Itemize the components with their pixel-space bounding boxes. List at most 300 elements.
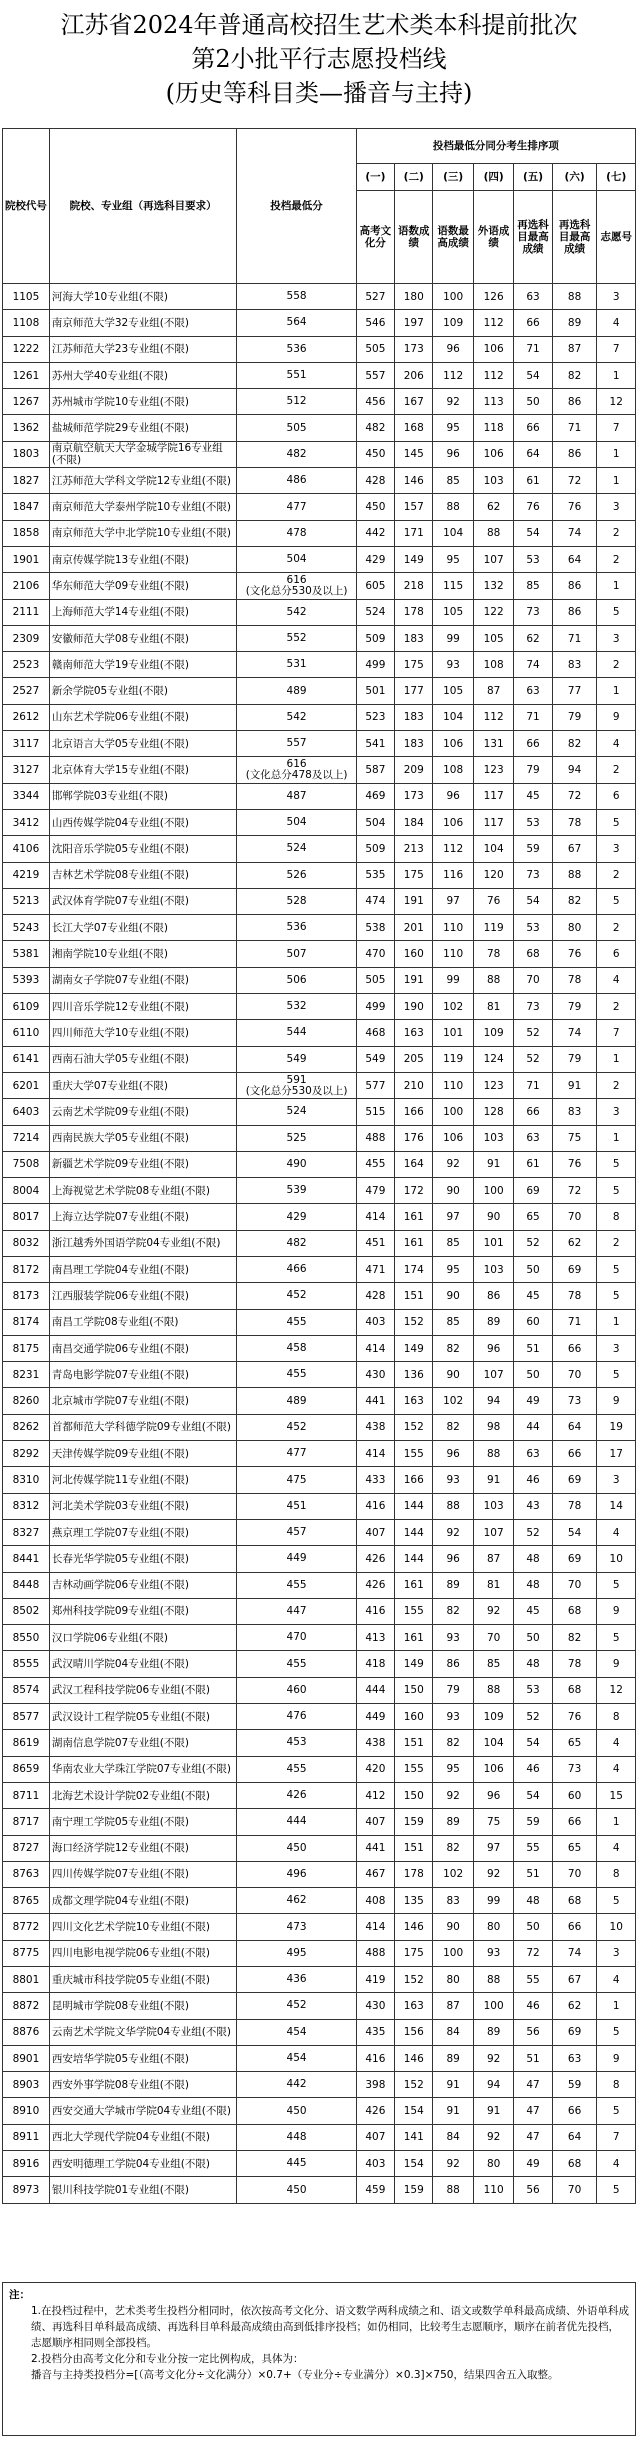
- rank-value: 86: [552, 441, 597, 467]
- rank-value: 100: [433, 1099, 473, 1125]
- rank-value: 435: [356, 2019, 394, 2045]
- rank-value: 46: [514, 1467, 552, 1493]
- min-score: 482: [237, 1230, 356, 1256]
- rank-value: 149: [395, 1651, 433, 1677]
- rank-value: 152: [395, 1967, 433, 1993]
- min-score: 507: [237, 941, 356, 967]
- rank-value: 7: [597, 415, 636, 441]
- table-row: [3, 1993, 636, 2019]
- school-group: 华南农业大学珠江学院07专业组(不限): [49, 1756, 237, 1782]
- rank-value: 12: [597, 1677, 636, 1703]
- school-group: 武汉设计工程学院05专业组(不限): [49, 1704, 237, 1730]
- rank-value: 107: [473, 546, 513, 572]
- min-score: 458: [237, 1335, 356, 1361]
- table-row: [3, 1677, 636, 1703]
- table-row: [3, 415, 636, 441]
- school-group: 南宁理工学院05专业组(不限): [49, 1809, 237, 1835]
- school-group: 四川师范大学10专业组(不限): [49, 1020, 237, 1046]
- rank-value: 59: [514, 1809, 552, 1835]
- rank-value: 160: [395, 1704, 433, 1730]
- rank-value: 64: [552, 2124, 597, 2150]
- min-score: 504: [237, 809, 356, 835]
- rank-value: 459: [356, 2177, 394, 2203]
- rank-value: 98: [473, 1414, 513, 1440]
- min-score: 450: [237, 2098, 356, 2124]
- table-row: [3, 441, 636, 467]
- min-score: 512: [237, 389, 356, 415]
- rank-value: 76: [473, 888, 513, 914]
- header-min-score: 投档最低分: [237, 129, 356, 284]
- rank-value: 53: [514, 1677, 552, 1703]
- rank-value: 46: [514, 1756, 552, 1782]
- rank-value: 112: [473, 704, 513, 730]
- school-code: 3117: [3, 731, 50, 757]
- min-score: 450: [237, 1835, 356, 1861]
- rank-value: 108: [433, 757, 473, 783]
- school-group: 江苏师范大学科文学院12专业组(不限): [49, 468, 237, 494]
- rank-value: 197: [395, 310, 433, 336]
- rank-value: 110: [433, 941, 473, 967]
- school-group: 上海视觉艺术学院08专业组(不限): [49, 1178, 237, 1204]
- rank-value: 19: [597, 1414, 636, 1440]
- rank-value: 82: [552, 1625, 597, 1651]
- header-seq: (四): [473, 164, 513, 191]
- rank-value: 96: [473, 1335, 513, 1361]
- rank-value: 82: [433, 1335, 473, 1361]
- rank-value: 50: [514, 1914, 552, 1940]
- min-score: 558: [237, 284, 356, 310]
- school-code: 3344: [3, 783, 50, 809]
- rank-value: 122: [473, 599, 513, 625]
- rank-value: 168: [395, 415, 433, 441]
- rank-value: 428: [356, 468, 394, 494]
- rank-value: 91: [473, 2098, 513, 2124]
- rank-value: 103: [473, 468, 513, 494]
- rank-value: 3: [597, 1467, 636, 1493]
- rank-value: 59: [552, 2072, 597, 2098]
- min-score: 482: [237, 441, 356, 467]
- rank-value: 89: [433, 1809, 473, 1835]
- rank-value: 108: [473, 652, 513, 678]
- rank-value: 54: [552, 1519, 597, 1545]
- school-code: 8172: [3, 1256, 50, 1282]
- rank-value: 152: [395, 2072, 433, 2098]
- rank-value: 79: [552, 704, 597, 730]
- rank-value: 76: [552, 941, 597, 967]
- school-group: 南京师范大学泰州学院10专业组(不限): [49, 494, 237, 520]
- min-score: 496: [237, 1861, 356, 1887]
- rank-value: 88: [473, 1677, 513, 1703]
- rank-value: 605: [356, 573, 394, 599]
- school-group: 长春光华学院05专业组(不限): [49, 1546, 237, 1572]
- rank-value: 5: [597, 888, 636, 914]
- rank-value: 2: [597, 520, 636, 546]
- rank-value: 45: [514, 1283, 552, 1309]
- school-group: 湖南女子学院07专业组(不限): [49, 967, 237, 993]
- rank-value: 86: [552, 573, 597, 599]
- table-row: [3, 2177, 636, 2203]
- table-row: [3, 1388, 636, 1414]
- table-row: [3, 836, 636, 862]
- rank-value: 557: [356, 362, 394, 388]
- school-group: 上海师范大学14专业组(不限): [49, 599, 237, 625]
- rank-value: 83: [552, 1099, 597, 1125]
- rank-value: 587: [356, 757, 394, 783]
- rank-value: 175: [395, 1940, 433, 1966]
- rank-value: 66: [552, 1441, 597, 1467]
- rank-value: 79: [552, 994, 597, 1020]
- rank-value: 6: [597, 783, 636, 809]
- rank-value: 50: [514, 1625, 552, 1651]
- rank-value: 1: [597, 1993, 636, 2019]
- rank-value: 70: [552, 2177, 597, 2203]
- rank-value: 100: [433, 1940, 473, 1966]
- rank-value: 209: [395, 757, 433, 783]
- header-rank-group: 投档最低分同分考生排序项: [356, 129, 635, 164]
- rank-value: 4: [597, 1756, 636, 1782]
- rank-value: 441: [356, 1388, 394, 1414]
- rank-value: 166: [395, 1467, 433, 1493]
- rank-value: 71: [552, 1309, 597, 1335]
- rank-value: 90: [433, 1914, 473, 1940]
- rank-value: 469: [356, 783, 394, 809]
- rank-value: 105: [433, 599, 473, 625]
- rank-value: 66: [514, 1099, 552, 1125]
- table-row: [3, 1283, 636, 1309]
- rank-value: 3: [597, 1940, 636, 1966]
- rank-value: 206: [395, 362, 433, 388]
- school-code: 3412: [3, 809, 50, 835]
- rank-value: 451: [356, 1230, 394, 1256]
- rank-value: 146: [395, 468, 433, 494]
- rank-value: 1: [597, 1046, 636, 1072]
- rank-value: 94: [552, 757, 597, 783]
- min-score: 504: [237, 546, 356, 572]
- school-code: 8801: [3, 1967, 50, 1993]
- rank-value: 48: [514, 1651, 552, 1677]
- rank-value: 468: [356, 1020, 394, 1046]
- rank-value: 117: [473, 809, 513, 835]
- rank-value: 104: [473, 836, 513, 862]
- rank-value: 155: [395, 1756, 433, 1782]
- rank-value: 80: [473, 2151, 513, 2177]
- school-group: 南昌工学院08专业组(不限): [49, 1309, 237, 1335]
- rank-value: 128: [473, 1099, 513, 1125]
- rank-value: 66: [552, 1809, 597, 1835]
- table-row: [3, 2045, 636, 2071]
- school-group: 上海立达学院07专业组(不限): [49, 1204, 237, 1230]
- min-score: 526: [237, 862, 356, 888]
- rank-value: 52: [514, 1230, 552, 1256]
- rank-value: 403: [356, 2151, 394, 2177]
- rank-value: 102: [433, 1388, 473, 1414]
- rank-value: 63: [552, 2045, 597, 2071]
- rank-value: 45: [514, 783, 552, 809]
- min-score: 455: [237, 1309, 356, 1335]
- rank-value: 55: [514, 1835, 552, 1861]
- rank-value: 2: [597, 546, 636, 572]
- rank-value: 62: [473, 494, 513, 520]
- rank-value: 430: [356, 1993, 394, 2019]
- rank-value: 163: [395, 1993, 433, 2019]
- table-row: [3, 915, 636, 941]
- rank-value: 173: [395, 336, 433, 362]
- table-row: [3, 941, 636, 967]
- rank-value: 173: [395, 783, 433, 809]
- rank-value: 82: [552, 888, 597, 914]
- rank-value: 97: [473, 1835, 513, 1861]
- rank-value: 505: [356, 336, 394, 362]
- rank-value: 71: [552, 625, 597, 651]
- rank-value: 53: [514, 915, 552, 941]
- school-group: 西南石油大学05专业组(不限): [49, 1046, 237, 1072]
- rank-value: 93: [433, 1704, 473, 1730]
- rank-value: 50: [514, 389, 552, 415]
- rank-value: 59: [514, 836, 552, 862]
- min-score: 473: [237, 1914, 356, 1940]
- min-score: 536: [237, 336, 356, 362]
- rank-value: 93: [473, 1940, 513, 1966]
- min-score: 532: [237, 994, 356, 1020]
- rank-value: 106: [473, 1756, 513, 1782]
- school-code: 1362: [3, 415, 50, 441]
- school-group: 吉林动画学院06专业组(不限): [49, 1572, 237, 1598]
- rank-value: 86: [552, 599, 597, 625]
- rank-value: 10: [597, 1546, 636, 1572]
- rank-value: 117: [473, 783, 513, 809]
- school-group: 武汉晴川学院04专业组(不限): [49, 1651, 237, 1677]
- table-row: [3, 573, 636, 599]
- min-score: 452: [237, 1414, 356, 1440]
- min-score: 591 (文化总分530及以上): [237, 1072, 356, 1098]
- rank-value: 49: [514, 1388, 552, 1414]
- min-score: 489: [237, 1388, 356, 1414]
- rank-value: 76: [552, 1151, 597, 1177]
- rank-value: 183: [395, 625, 433, 651]
- rank-value: 14: [597, 1493, 636, 1519]
- rank-value: 90: [433, 1283, 473, 1309]
- rank-value: 47: [514, 2124, 552, 2150]
- rank-value: 110: [433, 915, 473, 941]
- rank-value: 120: [473, 862, 513, 888]
- rank-value: 152: [395, 1414, 433, 1440]
- school-code: 7508: [3, 1151, 50, 1177]
- school-group: 浙江越秀外国语学院04专业组(不限): [49, 1230, 237, 1256]
- school-code: 1858: [3, 520, 50, 546]
- rank-value: 51: [514, 1861, 552, 1887]
- rank-value: 4: [597, 310, 636, 336]
- rank-value: 488: [356, 1940, 394, 1966]
- rank-value: 1: [597, 362, 636, 388]
- school-code: 8174: [3, 1309, 50, 1335]
- school-group: 华东师范大学09专业组(不限): [49, 573, 237, 599]
- rank-value: 441: [356, 1835, 394, 1861]
- rank-value: 78: [552, 1283, 597, 1309]
- rank-value: 9: [597, 1388, 636, 1414]
- min-score: 525: [237, 1125, 356, 1151]
- title-block: [0, 0, 638, 126]
- table-row: [3, 967, 636, 993]
- school-code: 8577: [3, 1704, 50, 1730]
- rank-value: 123: [473, 757, 513, 783]
- school-code: 2612: [3, 704, 50, 730]
- rank-value: 103: [473, 1256, 513, 1282]
- rank-value: 92: [433, 1519, 473, 1545]
- school-code: 8173: [3, 1283, 50, 1309]
- rank-value: 3: [597, 284, 636, 310]
- rank-value: 84: [433, 2124, 473, 2150]
- rank-value: 113: [473, 389, 513, 415]
- min-score: 452: [237, 1283, 356, 1309]
- rank-value: 205: [395, 1046, 433, 1072]
- rank-value: 55: [514, 1967, 552, 1993]
- table-row: [3, 1467, 636, 1493]
- school-group: 四川电影电视学院06专业组(不限): [49, 1940, 237, 1966]
- school-code: 8903: [3, 2072, 50, 2098]
- school-code: 2523: [3, 652, 50, 678]
- school-code: 8310: [3, 1467, 50, 1493]
- rank-value: 9: [597, 1598, 636, 1624]
- table-row: [3, 757, 636, 783]
- min-score: 524: [237, 1099, 356, 1125]
- school-group: 天津传媒学院09专业组(不限): [49, 1441, 237, 1467]
- rank-value: 505: [356, 967, 394, 993]
- min-score: 426: [237, 1782, 356, 1808]
- school-code: 8574: [3, 1677, 50, 1703]
- rank-value: 482: [356, 415, 394, 441]
- rank-value: 68: [514, 941, 552, 967]
- rank-value: 82: [552, 362, 597, 388]
- rank-value: 63: [514, 678, 552, 704]
- rank-value: 5: [597, 1178, 636, 1204]
- rank-value: 541: [356, 731, 394, 757]
- rank-value: 106: [433, 731, 473, 757]
- header-group: 院校、专业组（再选科目要求）: [49, 129, 237, 284]
- rank-value: 109: [433, 310, 473, 336]
- rank-value: 67: [552, 1967, 597, 1993]
- min-score: 444: [237, 1809, 356, 1835]
- min-score: 505: [237, 415, 356, 441]
- rank-value: 159: [395, 2177, 433, 2203]
- rank-value: 52: [514, 1519, 552, 1545]
- header-rank-item: 外语成绩: [473, 191, 513, 284]
- rank-value: 160: [395, 941, 433, 967]
- rank-value: 8: [597, 1704, 636, 1730]
- table-row: [3, 862, 636, 888]
- school-group: 湘南学院10专业组(不限): [49, 941, 237, 967]
- rank-value: 79: [514, 757, 552, 783]
- rank-value: 76: [552, 494, 597, 520]
- header-code: 院校代号: [3, 129, 50, 284]
- rank-value: 124: [473, 1046, 513, 1072]
- rank-value: 69: [552, 1256, 597, 1282]
- table-row: [3, 389, 636, 415]
- rank-value: 456: [356, 389, 394, 415]
- rank-value: 47: [514, 2098, 552, 2124]
- table-row: [3, 546, 636, 572]
- school-group: 银川科技学院01专业组(不限): [49, 2177, 237, 2203]
- rank-value: 112: [433, 362, 473, 388]
- school-group: 四川传媒学院07专业组(不限): [49, 1861, 237, 1887]
- min-score: 455: [237, 1651, 356, 1677]
- school-group: 沈阳音乐学院05专业组(不限): [49, 836, 237, 862]
- note-item: 2.投档分由高考文化分和专业分按一定比例构成，具体为：: [31, 2353, 304, 2365]
- rank-value: 89: [552, 310, 597, 336]
- rank-value: 141: [395, 2124, 433, 2150]
- rank-value: 418: [356, 1651, 394, 1677]
- school-group: 青岛电影学院07专业组(不限): [49, 1362, 237, 1388]
- rank-value: 112: [433, 836, 473, 862]
- rank-value: 61: [514, 468, 552, 494]
- rank-value: 102: [433, 994, 473, 1020]
- school-group: 江西服装学院06专业组(不限): [49, 1283, 237, 1309]
- min-score: 478: [237, 520, 356, 546]
- rank-value: 4: [597, 1835, 636, 1861]
- table-row: [3, 310, 636, 336]
- rank-value: 93: [433, 652, 473, 678]
- rank-value: 109: [473, 1704, 513, 1730]
- rank-value: 145: [395, 441, 433, 467]
- school-group: 南昌理工学院04专业组(不限): [49, 1256, 237, 1282]
- rank-value: 78: [552, 809, 597, 835]
- rank-value: 414: [356, 1335, 394, 1361]
- rank-value: 17: [597, 1441, 636, 1467]
- rank-value: 416: [356, 1493, 394, 1519]
- school-code: 8717: [3, 1809, 50, 1835]
- admission-table: [2, 128, 636, 2204]
- school-group: 西安明德理工学院04专业组(不限): [49, 2151, 237, 2177]
- header-seq: (二): [395, 164, 433, 191]
- rank-value: 75: [473, 1809, 513, 1835]
- rank-value: 107: [473, 1519, 513, 1545]
- min-score: 539: [237, 1178, 356, 1204]
- school-code: 8619: [3, 1730, 50, 1756]
- rank-value: 92: [473, 1598, 513, 1624]
- table-row: [3, 1151, 636, 1177]
- rank-value: 479: [356, 1178, 394, 1204]
- note-item: 播音与主持类投档分=[（高考文化分÷文化满分）×0.7+（专业分÷专业满分）×0.3]×750，结果四舍五入取整。: [31, 2369, 559, 2381]
- rank-value: 76: [552, 1704, 597, 1730]
- min-score: 453: [237, 1730, 356, 1756]
- rank-value: 112: [473, 362, 513, 388]
- rank-value: 48: [514, 1572, 552, 1598]
- rank-value: 4: [597, 1730, 636, 1756]
- rank-value: 183: [395, 704, 433, 730]
- rank-value: 90: [473, 1204, 513, 1230]
- rank-value: 4: [597, 1519, 636, 1545]
- school-code: 8004: [3, 1178, 50, 1204]
- rank-value: 5: [597, 2098, 636, 2124]
- rank-value: 92: [433, 1151, 473, 1177]
- min-score: 551: [237, 362, 356, 388]
- rank-value: 499: [356, 994, 394, 1020]
- rank-value: 99: [433, 967, 473, 993]
- min-score: 616 (文化总分478及以上): [237, 757, 356, 783]
- school-group: 苏州城市学院10专业组(不限): [49, 389, 237, 415]
- rank-value: 66: [552, 1914, 597, 1940]
- rank-value: 61: [514, 1151, 552, 1177]
- rank-value: 96: [433, 441, 473, 467]
- rank-value: 49: [514, 2151, 552, 2177]
- rank-value: 450: [356, 441, 394, 467]
- table-row: [3, 520, 636, 546]
- rank-value: 104: [433, 704, 473, 730]
- min-score: 445: [237, 2151, 356, 2177]
- table-row: [3, 1888, 636, 1914]
- rank-value: 46: [514, 1993, 552, 2019]
- table-row: [3, 652, 636, 678]
- rank-value: 150: [395, 1677, 433, 1703]
